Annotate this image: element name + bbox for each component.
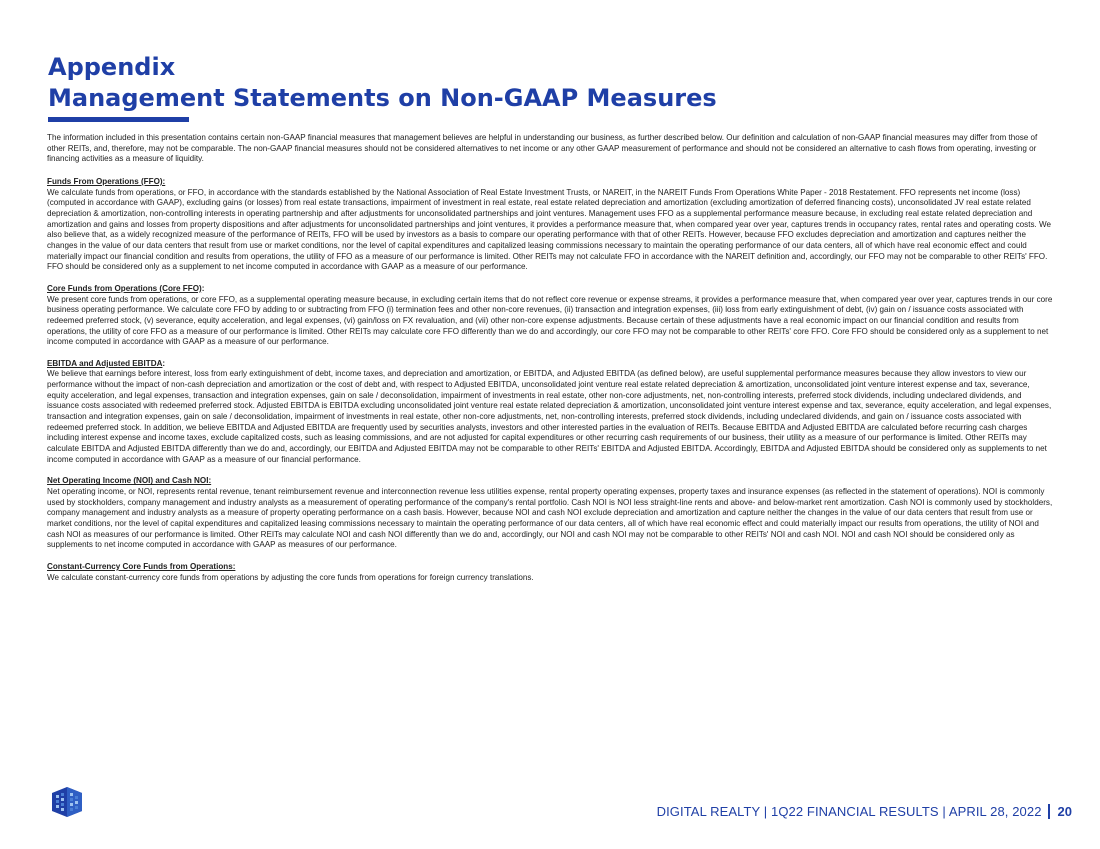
- section-heading: Constant-Currency Core Funds from Operations:: [47, 561, 236, 571]
- footer: [657, 800, 1072, 822]
- title-line-appendix: Appendix: [48, 53, 176, 81]
- page-number: 20: [1057, 803, 1072, 819]
- section-heading: Net Operating Income (NOI) and Cash NOI:: [47, 476, 212, 486]
- section-ebitda: [47, 359, 1053, 466]
- footer-divider: [1048, 804, 1050, 819]
- section-body: Net operating income, or NOI, represents rental revenue, tenant reimbursement revenue and interconnection revenue less utilities expense, rental property operating expenses, property taxes and insurance expenses (as reflected in the statement of operations). NOI is commonly used by stockholders, company management and industry analysts as a measurement of operating performance of the company's rental portfolio. Cash NOI is NOI less straight-line rents and above- and below-market rent amortization. Cash NOI is commonly used by stockholders, company management and industry analysts as a measure of property operating performance on a cash basis. However, because NOI and cash NOI exclude depreciation and amortization and capture neither the changes in the value of our data centers that result from use or market conditions, nor the level of capital expenditures and capitalized leasing commissions necessary to maintain the operating performance of our data centers, all of which have real economic effect and could materially impact our results from operations, the utility of NOI and cash NOI as measures of our performance is limited. Other REITs may calculate NOI and cash NOI differently than we do and, accordingly, our NOI and cash NOI may not be comparable to other REITs' NOI and cash NOI. NOI and cash NOI should be considered only as supplements to net income computed in accordance with GAAP as measures of our performance.: [47, 487, 1053, 550]
- section-body: We calculate constant-currency core funds from operations by adjusting the core funds from operations for foreign currency translations.: [47, 572, 534, 582]
- section-heading: EBITDA and Adjusted EBITDA: [47, 358, 163, 368]
- page-title: [48, 52, 717, 114]
- section-heading: Funds From Operations (FFO):: [47, 176, 166, 186]
- section-heading-colon: :: [201, 283, 205, 293]
- intro-paragraph: The information included in this presentation contains certain non-GAAP financial measures that management believes are helpful in understanding our business, as further described below. Our definition and calculation of non-GAAP financial measures may differ from those of other REITs, and, therefore, may not be comparable. The non-GAAP financial measures should not be considered alternatives to net income or any other GAAP measurement of performance and should not be considered an alternative to cash flows from operating, investing or financing activities as a measure of liquidity.: [47, 133, 1038, 164]
- section-heading: Core Funds from Operations (Core FFO): [47, 283, 202, 293]
- section-ffo: [47, 177, 1053, 273]
- section-noi: [47, 476, 1053, 551]
- section-heading-colon: :: [162, 358, 166, 368]
- section-core-ffo: [47, 284, 1053, 348]
- body-content: [47, 133, 1053, 594]
- section-body: We calculate funds from operations, or FFO, in accordance with the standards established by the National Association of Real Estate Investment Trusts, or NAREIT, in the NAREIT Funds From Operations White Paper - 2018 Restatement. FFO represents net income (loss) (computed in accordance with GAAP), excluding gains (or losses) from real estate transactions, impairment of investment in real estate, real estate related depreciation and amortization (excluding amortization of deferred financing costs), unconsolidated JV real estate related depreciation & amortization, non-controlling interests in operating partnership and after adjustments for unconsolidated partnerships and joint ventures. Management uses FFO as a supplemental performance measure because, in excluding real estate related depreciation and amortization and gains and losses from property dispositions and after adjustments for unconsolidated partnerships and joint ventures, it provides a performance measure that, when compared year over year, captures trends in occupancy rates, rental rates and operating costs. We also believe that, as a widely recognized measure of the performance of REITs, FFO will be used by investors as a basis to compare our operating performance with that of other REITs. However, because FFO excludes depreciation and amortization and captures neither the changes in the value of our data centers that result from use or market conditions, nor the level of capital expenditures and capitalized leasing commissions necessary to maintain the operating performance of our data centers, all of which have real economic effect and could materially impact our financial condition and results from operations, the utility of FFO as a measure of our performance is limited. Other REITs may not calculate FFO in accordance with the NAREIT definition and, accordingly, our FFO may not be comparable to other REITs' FFO. FFO should be considered only as a supplement to net income computed in accordance with GAAP as a measure of our performance.: [47, 187, 1052, 272]
- title-line-main: Management Statements on Non-GAAP Measures: [48, 84, 717, 112]
- section-body: We present core funds from operations, or core FFO, as a supplemental operating measure because, in excluding certain items that do not reflect core revenue or expense streams, it provides a performance measure that, when compared year over year, captures trends in our core business operating performance. We calculate core FFO by adding to or subtracting from FFO (i) termination fees and other non-core revenues, (ii) transaction and integration expenses, (iii) loss from early extinguishment of debt, (iv) gain on / issuance costs associated with redeemed preferred stock, (v) severance, equity acceleration, and legal expenses, (vi) gain/loss on FX revaluation, and (vii) other non-core expense adjustments. Because certain of these adjustments have a real economic impact on our financial condition and results from operations, the utility of core FFO as a measure of our performance is limited. Other REITs may calculate core FFO differently than we do and accordingly, our core FFO may not be comparable to other REITs' core FFO. Core FFO should be considered only as a supplement to net income computed in accordance with GAAP as a measure of our performance.: [47, 294, 1053, 347]
- section-constant-currency: [47, 562, 1053, 583]
- footer-text: DIGITAL REALTY | 1Q22 FINANCIAL RESULTS | APRIL 28, 2022: [656, 803, 1042, 819]
- section-body: We believe that earnings before interest, loss from early extinguishment of debt, income taxes, and depreciation and amortization, or EBITDA, and Adjusted EBITDA (as defined below), are useful supplemental performance measures because they allow investors to view our performance without the impact of non-cash depreciation and amortization or the cost of debt and, with respect to Adjusted EBITDA, unconsolidated joint venture real estate related depreciation & amortization, unconsolidated joint venture interest expense and tax, severance, equity acceleration, and legal expenses, transaction and integration expenses, gain on sale / deconsolidation, impairment of investments in real estate, other non-core adjustments, net, non-controlling interests, preferred stock dividends, including undeclared dividends, and issuance costs associated with redeemed preferred stock. Adjusted EBITDA is EBITDA excluding unconsolidated joint venture real estate related depreciation & amortization, unconsolidated joint venture interest expense and tax, severance, equity acceleration, and legal expenses, transaction and integration expenses, gain on sale / deconsolidation, impairment of investments in real estate, other non-core adjustments, net, non-controlling interests, preferred stock dividends, including undeclared dividends, and gain on / issuance costs associated with redeemed preferred stock. In addition, we believe EBITDA and Adjusted EBITDA are frequently used by securities analysts, investors and other interested parties in the evaluation of REITs. Because EBITDA and Adjusted EBITDA are calculated before recurring cash charges including interest expense and income taxes, exclude capitalized costs, such as leasing commissions, and are not adjusted for capital expenditures or other recurring cash requirements of our business, their utility as a measure of our performance is limited. Other REITs may calculate EBITDA and Adjusted EBITDA differently than we do and, accordingly, our EBITDA and Adjusted EBITDA may not be comparable to other REITs' EBITDA and Adjusted EBITDA. Accordingly, EBITDA and Adjusted EBITDA should be considered only as supplements to net income computed in accordance with GAAP as a measure of our financial performance.: [47, 369, 1052, 464]
- digital-realty-logo-icon: [50, 785, 84, 819]
- title-underline-bar: [48, 117, 189, 122]
